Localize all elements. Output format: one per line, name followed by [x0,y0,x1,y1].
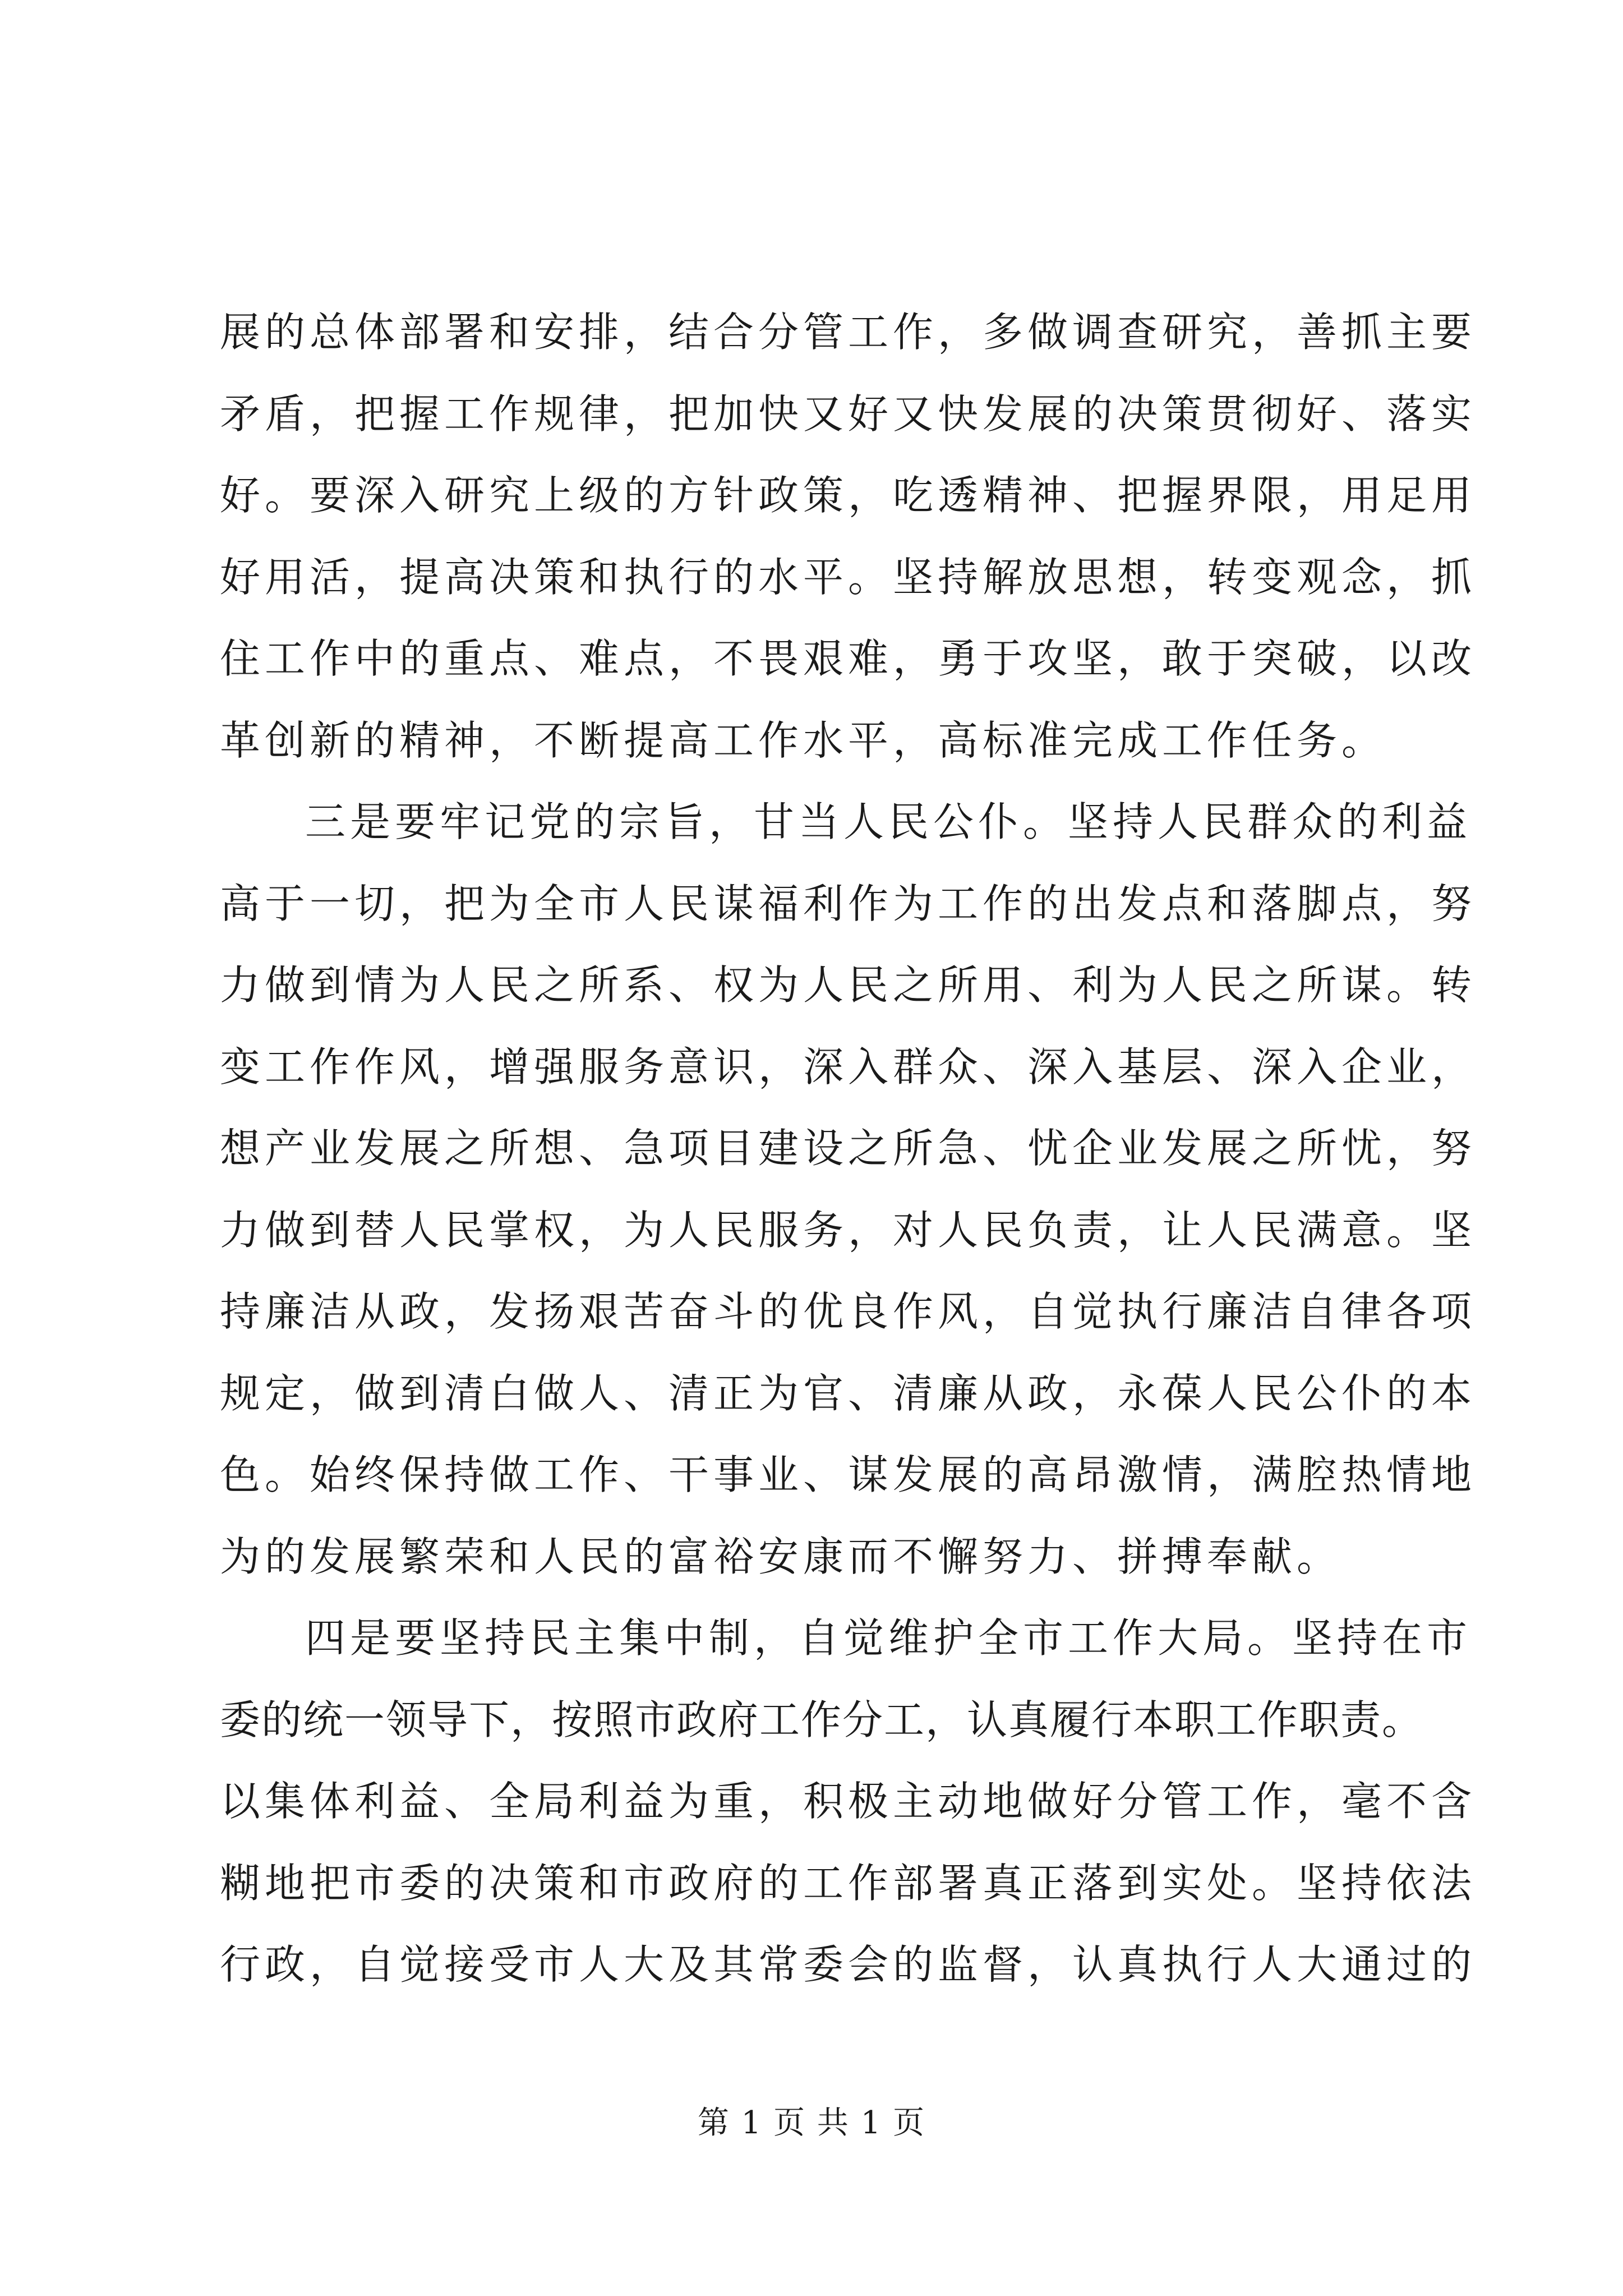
text-line: 高于一切，把为全市人民谋福利作为工作的出发点和落脚点，努 [220,880,1477,927]
text-line: 三是要牢记党的宗旨，甘当人民公仆。坚持人民群众的利益 [305,798,1472,845]
text-line: 委的统一领导下，按照市政府工作分工，认真履行本职工作职责。 [220,1696,1424,1743]
text-line: 想产业发展之所想、急项目建设之所急、忧企业发展之所忧，努 [220,1125,1477,1172]
text-line: 力做到替人民掌权，为人民服务，对人民负责，让人民满意。坚 [220,1206,1477,1254]
text-line: 矛盾，把握工作规律，把加快又好又快发展的决策贯彻好、落实 [220,390,1477,438]
text-line: 变工作作风，增强服务意识，深入群众、深入基层、深入企业， [220,1043,1477,1091]
text-line: 色。始终保持做工作、干事业、谋发展的高昂激情，满腔热情地 [220,1451,1477,1498]
text-line: 行政，自觉接受市人大及其常委会的监督，认真执行人大通过的 [220,1941,1477,1988]
text-line: 革创新的精神，不断提高工作水平，高标准完成工作任务。 [220,716,1387,764]
text-line: 为的发展繁荣和人民的富裕安康而不懈努力、拼搏奉献。 [220,1533,1342,1580]
paragraph-3 [220,1598,1477,2006]
text-line: 好用活，提高决策和执行的水平。坚持解放思想，转变观念，抓 [220,553,1477,601]
text-line: 展的总体部署和安排，结合分管工作，多做调查研究，善抓主要 [220,309,1477,356]
text-line: 以集体利益、全局利益为重，积极主动地做好分管工作，毫不含 [220,1778,1477,1825]
text-line: 持廉洁从政，发扬艰苦奋斗的优良作风，自觉执行廉洁自律各项 [220,1288,1477,1335]
document-body [220,292,1477,2006]
text-line: 力做到情为人民之所系、权为人民之所用、利为人民之所谋。转 [220,961,1477,1009]
text-line: 好。要深入研究上级的方针政策，吃透精神、把握界限，用足用 [220,472,1477,519]
page-number-footer: 第 1 页 共 1 页 [697,2105,926,2141]
text-line: 规定，做到清白做人、清正为官、清廉从政，永葆人民公仆的本 [220,1369,1477,1417]
text-line: 糊地把市委的决策和市政府的工作部署真正落到实处。坚持依法 [220,1859,1477,1907]
paragraph-1 [220,292,1477,781]
paragraph-2 [220,781,1477,1598]
text-line: 四是要坚持民主集中制，自觉维护全市工作大局。坚持在市 [305,1614,1472,1662]
text-line: 住工作中的重点、难点，不畏艰难，勇于攻坚，敢于突破，以改 [220,635,1477,682]
